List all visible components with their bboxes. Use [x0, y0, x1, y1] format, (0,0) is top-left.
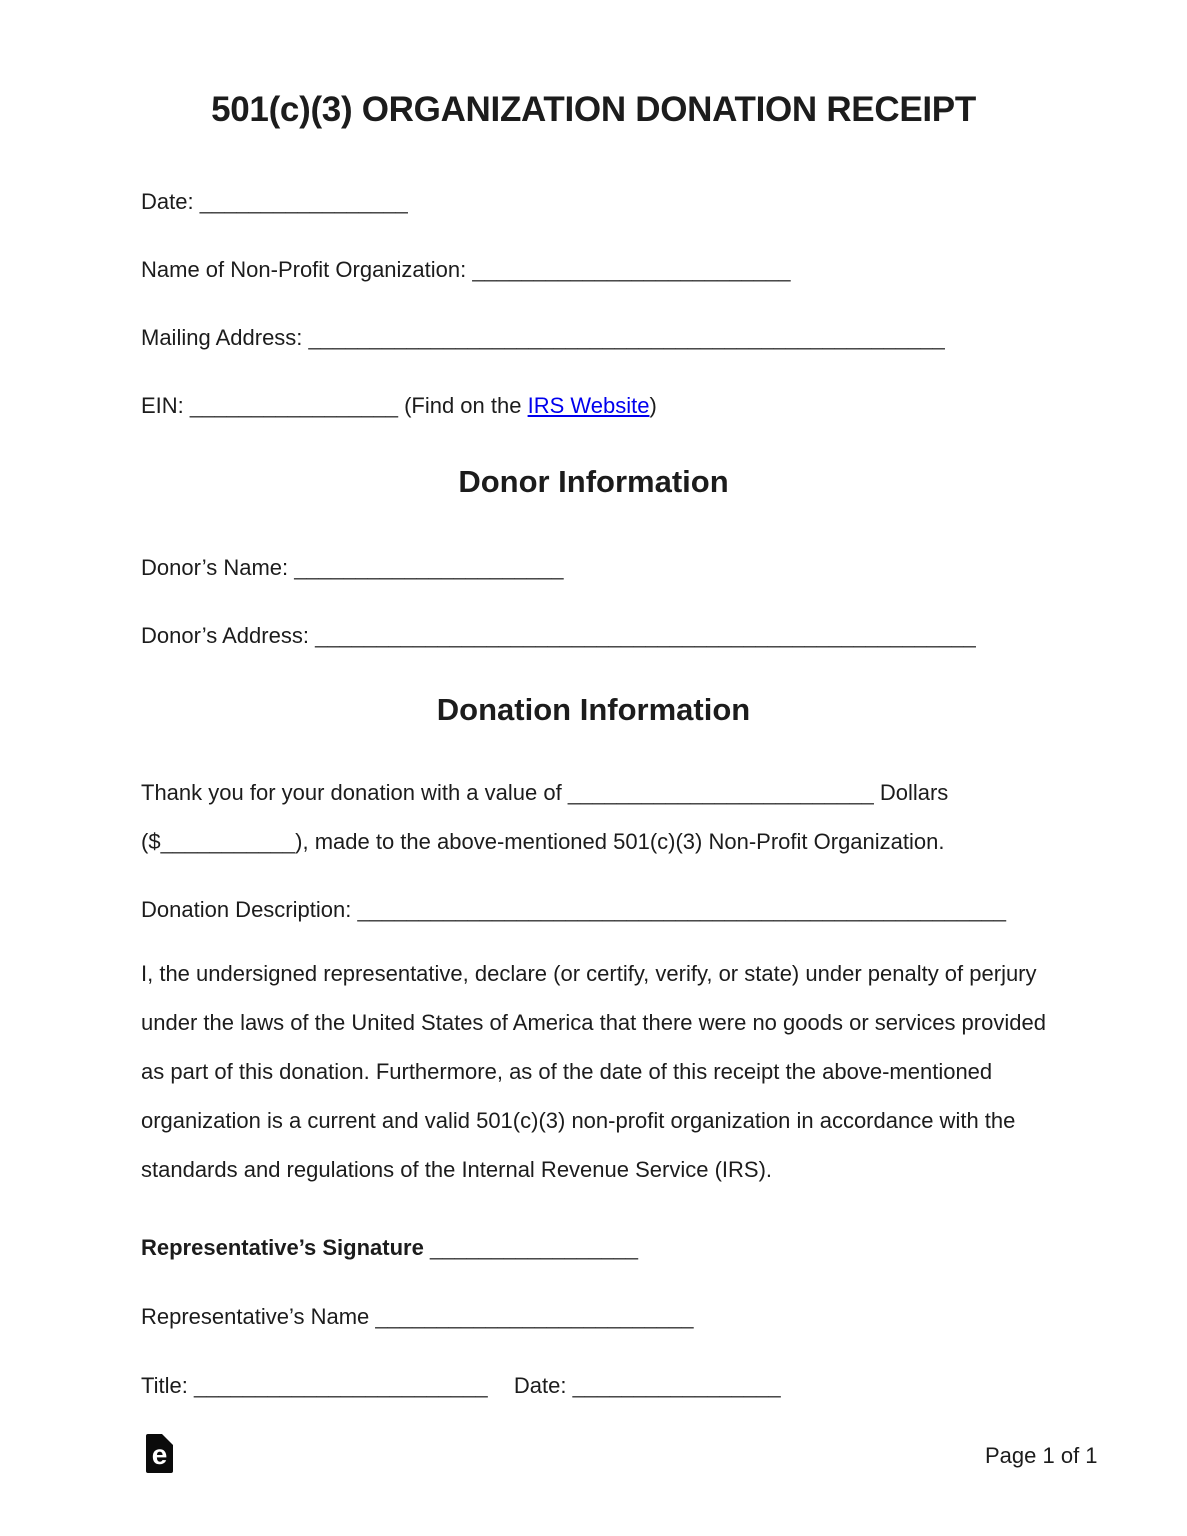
donation-value-field-line [141, 780, 948, 806]
donor-name-field-line [141, 555, 563, 581]
nonprofit-name-field-line [141, 257, 791, 283]
perjury-declaration-paragraph: I, the undersigned representative, declare (or certify, verify, or state) under penalty of perjury under the laws of the United States of America that there were no goods or services provided as part of this donation. Furthermore, as of the date of this receipt the above-mentioned organization is a current and valid 501(c)(3) non-profit organization in accordance with the standards and regulations of the Internal Revenue Service (IRS). [141, 961, 1046, 1182]
eforms-logo-letter: e [151, 1438, 168, 1470]
donor-name-label: Donor’s Name: [141, 555, 289, 580]
donation-amount-rest: ), made to the above-mentioned 501(c)(3) Non-Profit Organization. [295, 829, 945, 854]
representative-signature-label: Representative’s Signature [141, 1235, 424, 1260]
mailing-address-blank: ____________________________________________________ [308, 325, 945, 350]
ein-note-pre: (Find on the [404, 393, 522, 418]
donation-value-post: Dollars [879, 780, 949, 805]
document-title: 501(c)(3) ORGANIZATION DONATION RECEIPT [211, 90, 976, 129]
signature-date-label: Date: [513, 1373, 567, 1398]
title-blank: ________________________ [193, 1373, 488, 1398]
date-field-line [141, 189, 408, 215]
mailing-address-label: Mailing Address: [141, 325, 303, 350]
donation-description-blank: _____________________________________________________ [357, 897, 1006, 922]
title-label: Title: [141, 1373, 188, 1398]
representative-name-blank: __________________________ [375, 1304, 694, 1329]
donor-address-blank: ______________________________________________________ [315, 623, 976, 648]
donor-information-heading: Donor Information [458, 464, 729, 499]
ein-label: EIN: [141, 393, 184, 418]
ein-field-line [141, 393, 657, 419]
irs-website-link[interactable]: IRS Website [527, 393, 650, 418]
donor-name-blank: ______________________ [294, 555, 564, 580]
donation-information-heading: Donation Information [436, 692, 751, 727]
donation-value-blank: _________________________ [567, 780, 874, 805]
representative-name-field-line [141, 1304, 694, 1330]
date-label: Date: [141, 189, 194, 214]
signature-date-blank: _________________ [572, 1373, 781, 1398]
ein-note-post: ) [649, 393, 657, 418]
donation-value-pre: Thank you for your donation with a value of [141, 780, 562, 805]
representative-signature-field-line [141, 1235, 638, 1261]
donation-amount-blank: ___________ [160, 829, 296, 854]
title-and-date-field-line [141, 1373, 781, 1399]
representative-name-label: Representative’s Name [141, 1304, 370, 1329]
donor-address-field-line [141, 623, 976, 649]
donation-description-label: Donation Description: [141, 897, 352, 922]
representative-signature-blank: _________________ [429, 1235, 638, 1260]
donor-address-label: Donor’s Address: [141, 623, 309, 648]
eforms-document-logo-icon [146, 1434, 173, 1473]
donation-amount-field-line [141, 829, 944, 855]
date-blank: _________________ [199, 189, 408, 214]
donation-description-field-line [141, 897, 1006, 923]
mailing-address-field-line [141, 325, 945, 351]
donation-amount-open: ($ [141, 829, 161, 854]
nonprofit-name-label: Name of Non-Profit Organization: [141, 257, 467, 282]
page-number: Page 1 of 1 [985, 1443, 1098, 1468]
ein-blank: _________________ [189, 393, 398, 418]
nonprofit-name-blank: __________________________ [472, 257, 791, 282]
